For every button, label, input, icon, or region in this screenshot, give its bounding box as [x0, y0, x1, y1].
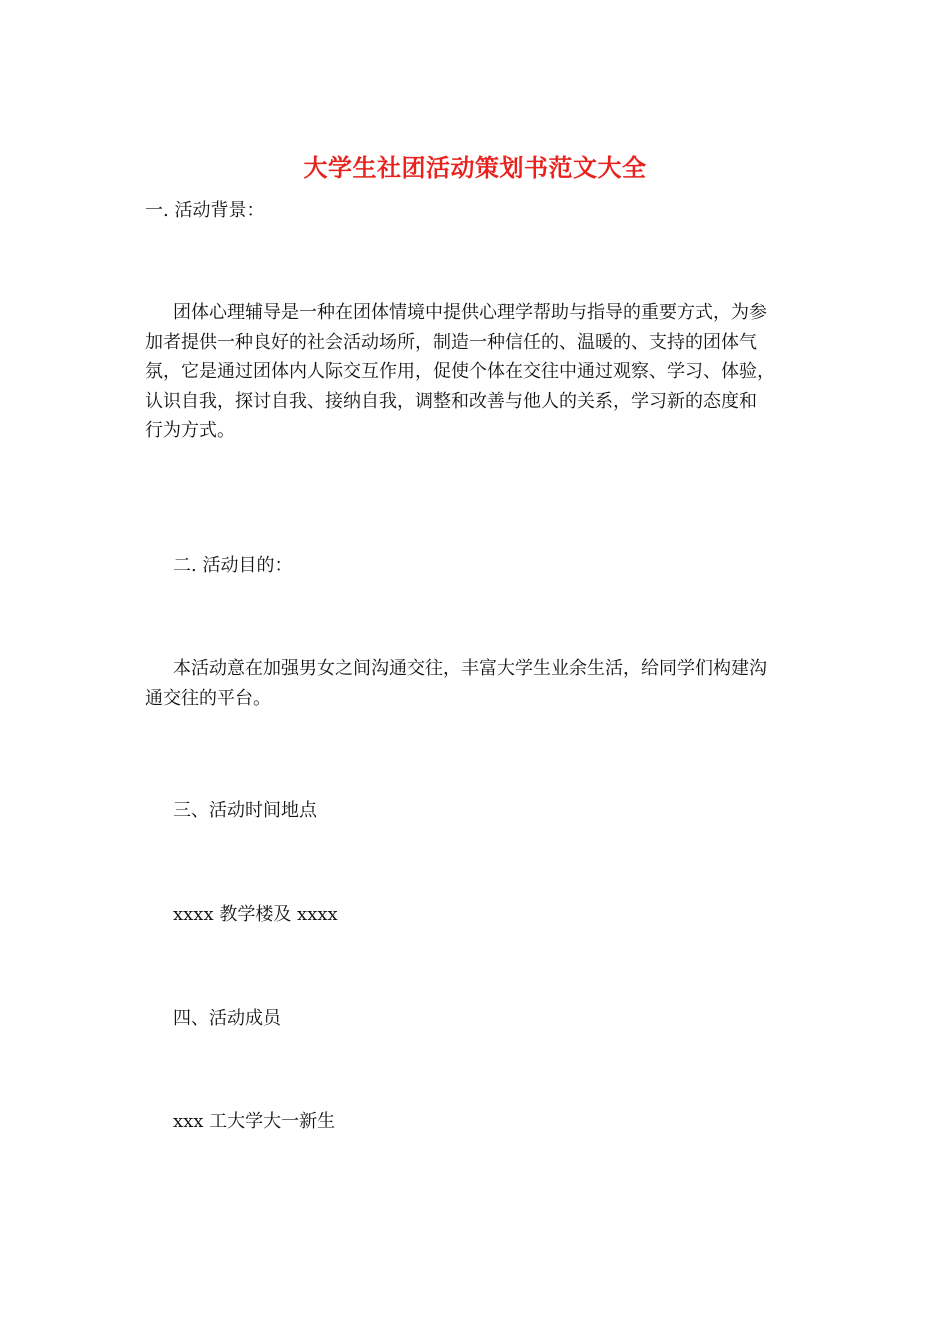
section-body-background: [145, 298, 810, 446]
section-heading-members: 四、活动成员: [173, 1008, 281, 1029]
paragraph-line: 本活动意在加强男女之间沟通交往，丰富大学生业余生活，给同学们构建沟: [173, 658, 767, 679]
section-heading-purpose: 二. 活动目的：: [173, 555, 293, 576]
document-title: 大学生社团活动策划书范文大全: [303, 153, 647, 182]
paragraph-line: 行为方式。: [145, 420, 235, 441]
paragraph-line: 通交往的平台。: [145, 687, 271, 709]
paragraph-line: 认识自我，探讨自我、接纳自我，调整和改善与他人的关系，学习新的态度和: [145, 390, 757, 412]
section-body-members: xxx 工大学大一新生: [173, 1111, 336, 1132]
paragraph-line: 加者提供一种良好的社会活动场所，制造一种信任的、温暖的、支持的团体气: [145, 331, 757, 353]
section-heading-background: 一. 活动背景：: [145, 200, 265, 221]
section-body-purpose: [145, 654, 810, 713]
paragraph-line: 氛，它是通过团体内人际交互作用，促使个体在交往中通过观察、学习、体验，: [145, 361, 775, 382]
section-body-time-place: xxxx 教学楼及 xxxx: [173, 904, 338, 925]
paragraph-line: 团体心理辅导是一种在团体情境中提供心理学帮助与指导的重要方式，为参: [173, 302, 767, 323]
section-heading-time-place: 三、活动时间地点: [173, 800, 317, 821]
